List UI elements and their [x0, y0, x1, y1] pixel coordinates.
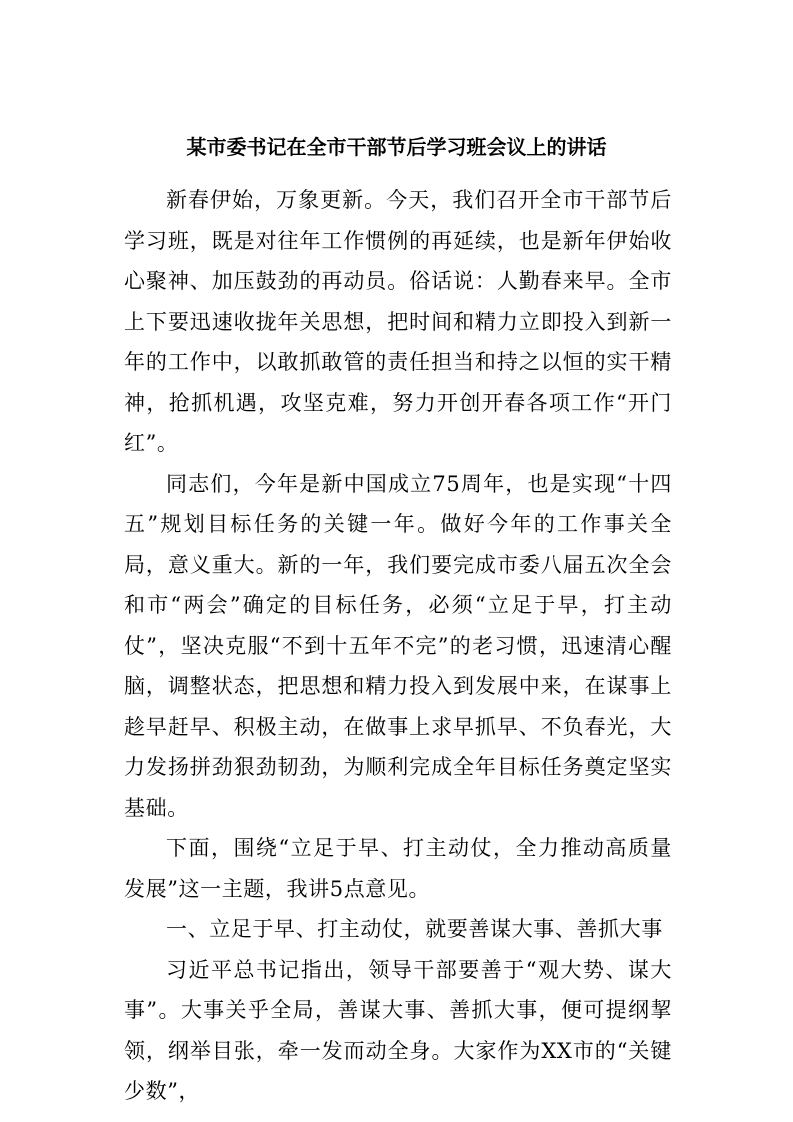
paragraph-context: 同志们，今年是新中国成立75周年，也是实现“十四五”规划目标任务的关键一年。做好今年的工作事关全局，意义重大。新的一年，我们要完成市委八届五次全会和市“两会”确定的目标任务，必须“立足于早，打主动仗”，坚决克服“不到十五年不完”的老习惯，迅速清心醒脑，调整状态，把思想和精力投入到发展中来，在谋事上趁早赶早、积极主动，在做事上求早抓早、不负春光，大力发扬拼劲狠劲韧劲，为顺利完成全年目标任务奠定坚实基础。: [124, 471, 672, 820]
paragraph-theme: 下面，围绕“立足于早、打主动仗，全力推动高质量发展”这一主题，我讲5点意见。: [124, 836, 672, 901]
document-title: 某市委书记在全市干部节后学习班会议上的讲话: [186, 135, 607, 159]
section-heading-1: 一、立足于早、打主动仗，就要善谋大事、善抓大事: [166, 917, 663, 941]
paragraph-opening: 新春伊始，万象更新。今天，我们召开全市干部节后学习班，既是对往年工作惯例的再延续，也是新年伊始收心聚神、加压鼓劲的再动员。俗话说：人勤春来早。全市上下要迅速收拢年关思想，把时间和精力立即投入到新一年的工作中，以敢抓敢管的责任担当和持之以恒的实干精神，抢抓机遇，攻坚克难，努力开创开春各项工作“开门红”。: [124, 188, 672, 455]
paragraph-section-1: 习近平总书记指出，领导干部要善于“观大势、谋大事”。大事关乎全局，善谋大事、善抓大事，便可提纲挈领，纲举目张，牵一发而动全身。大家作为XX市的“关键少数”，: [124, 957, 672, 1103]
document-body: [124, 180, 672, 1112]
